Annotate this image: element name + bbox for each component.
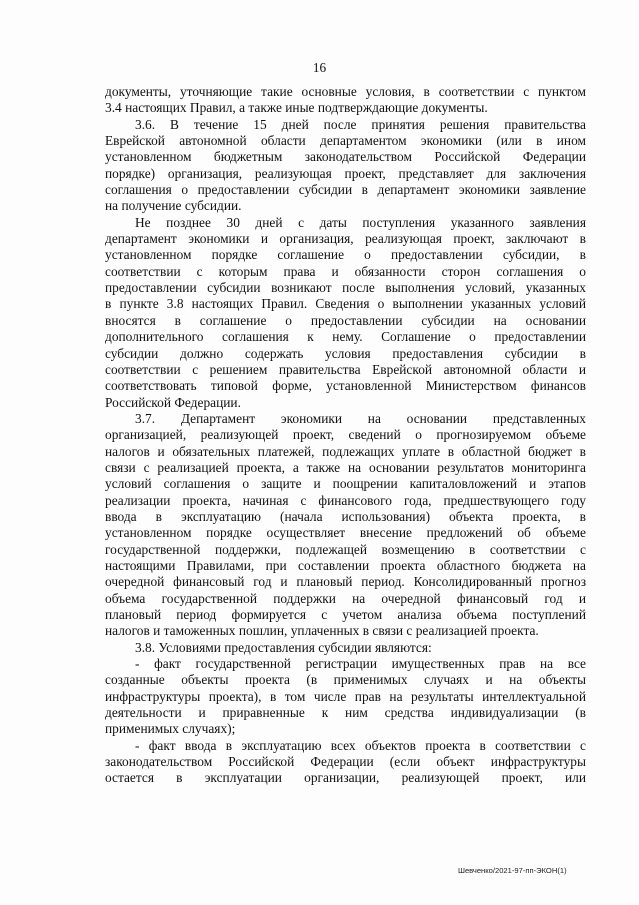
text-line: деятельности и приравненные к ним средства индивидуализации (в [105,705,586,721]
text-line: предоставлении субсидии возникают после выполнения условий, указанных [105,280,586,296]
text-line: объема государственной поддержки на очередной финансовый год и [105,590,586,606]
text-line: остается в эксплуатации организации, реализующей проект, или [105,770,586,786]
text-line: организацией, реализующей проект, сведений о прогнозируемом объеме [105,427,586,443]
text-line: соответствии с решением правительства Еврейской автономной области и [105,361,586,377]
text-line: законодательством Российской Федерации (если объект инфраструктуры [105,754,586,770]
text-line: 3.8. Условиями предоставления субсидии являются: [135,639,432,655]
text-line: - факт ввода в эксплуатацию всех объектов проекта в соответствии с [135,737,586,753]
text-line: условий соглашения о защите и поощрении капиталовложений и этапов [105,476,586,492]
text-line: дополнительного соглашения к нему. Соглашение о предоставлении [105,329,586,345]
text-line: на получение субсидии. [105,198,242,214]
text-line: созданные объекты проекта (в применимых случаях и на объекты [105,672,586,688]
text-line: порядке) организация, реализующая проект, представляет для заключения [105,165,586,181]
text-line: соответствии с которым права и обязанности сторон соглашения о [105,263,586,279]
text-line: установленном бюджетным законодательством Российской Федерации [105,149,586,165]
text-line: инфраструктуры проекта), в том числе прав на результаты интеллектуальной [105,688,586,704]
text-line: департамент экономики и организация, реализующая проект, заключают в [105,231,586,247]
text-line: государственной поддержки, подлежащей возмещению в соответствии с [105,541,586,557]
text-line: налогов и обязательных платежей, подлежащих уплате в областной бюджет в [105,443,586,459]
text-line: соответствовать типовой форме, установленной Министерством финансов [105,378,586,394]
text-line: в пункте 3.8 настоящих Правил. Сведения о выполнении указанных условий [105,296,586,312]
document-body [105,84,586,787]
text-line: очередной финансовый год и плановый период. Консолидированный прогноз [105,574,586,590]
text-line: документы, уточняющие такие основные условия, в соответствии с пунктом [105,84,586,99]
text-line: вносятся в соглашение о предоставлении субсидии на основании [105,312,586,328]
text-line: налогов и таможенных пошлин, уплаченных в связи с реализацией проекта. [105,623,539,639]
text-line: Российской Федерации. [105,394,241,410]
text-line: Не позднее 30 дней с даты поступления указанного заявления [135,214,586,230]
text-line: Еврейской автономной области департаментом экономики (или в ином [105,133,586,149]
text-line: установленном порядке осуществляет внесение предложений об объеме [105,525,586,541]
text-line: соглашения о предоставлении субсидии в департамент экономики заявление [105,182,586,198]
page-number: 16 [312,60,327,75]
footer-reference: Шевченко/2021-97-пп-ЭКОН(1) [458,866,567,875]
text-line: связи с реализацией проекта, а также на основании результатов мониторинга [105,459,586,475]
text-line: установленном порядке соглашение о предоставлении субсидии, в [105,247,586,263]
text-line: субсидии должно содержать условия предоставления субсидии в [105,345,586,361]
text-line: настоящими Правилами, при составлении проекта областного бюджета на [105,557,586,573]
text-line: ввода в эксплуатацию (начала использования) объекта проекта, в [105,508,586,524]
text-line: плановый период формируется с учетом анализа объема поступлений [105,607,586,622]
text-line: - факт государственной регистрации имущественных прав на все [135,656,586,672]
text-line: 3.4 настоящих Правил, а также иные подтверждающие документы. [105,100,488,116]
text-line: 3.6. В течение 15 дней после принятия решения правительства [135,116,586,132]
text-line: применимых случаях); [105,721,236,737]
text-line: реализации проекта, начиная с финансового года, предшествующего году [105,492,586,508]
text-line: 3.7. Департамент экономики на основании представленных [135,410,586,426]
